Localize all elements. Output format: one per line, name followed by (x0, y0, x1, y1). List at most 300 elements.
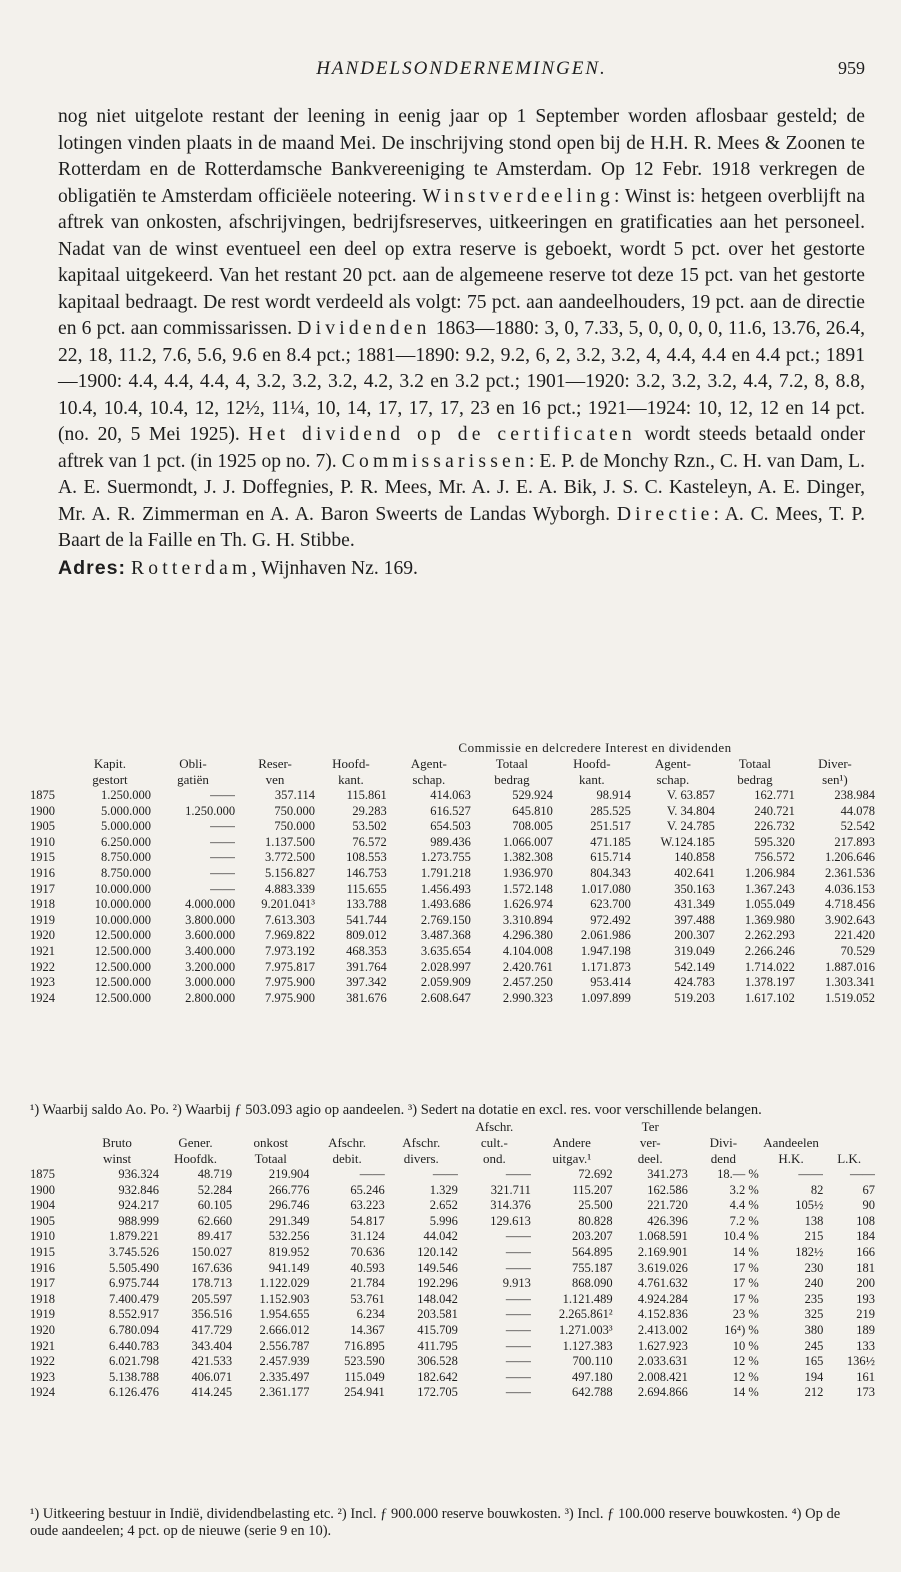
table-cell: 623.700 (590, 897, 631, 912)
table-cell: 755.187 (571, 1260, 613, 1275)
table-cell: 2.420.761 (502, 959, 553, 974)
table-cell: 700.110 (572, 1354, 613, 1369)
table-cell: 519.203 (674, 990, 715, 1005)
table-cell: 1.627.923 (637, 1338, 688, 1353)
table-cell: V. 63.857 (666, 788, 715, 802)
table-cell: 616.527 (430, 803, 471, 818)
address-street: , Wijnhaven Nz. 169. (251, 557, 418, 579)
table-cell: —— (210, 788, 236, 802)
row-year: 1919 (30, 912, 55, 927)
table-row (30, 882, 875, 898)
table-cell: 245 (804, 1338, 824, 1353)
table-row (30, 1245, 875, 1261)
table-row (30, 1323, 875, 1339)
table-cell: 62.660 (197, 1213, 233, 1228)
table1-header-row (30, 756, 875, 772)
column-header: ver- (639, 1135, 661, 1150)
table-row (30, 1307, 875, 1323)
table-cell: 654.503 (430, 819, 471, 834)
column-header: kant. (338, 772, 364, 787)
table-cell: 8.750.000 (100, 865, 151, 880)
table-cell: 1.206.646 (825, 850, 875, 865)
column-header (30, 1135, 75, 1151)
table-cell: 65.246 (350, 1182, 385, 1197)
table-row (30, 1183, 875, 1199)
column-header: kant. (579, 772, 605, 787)
table-cell: 4.4 % (729, 1198, 759, 1213)
paragraph-segment: nog niet uitgelote restant der leening in eenig jaar op 1 September worden aflosbaar gesteld; de lotingen vinden plaats in de maand Mei. De inschrijving stond open bij de H.H. R. Mees & Zoonen te Rotterdam en de Rotterdamsche Bankvereeniging te Amsterdam. Op 12 Febr. 1918 verkregen de obligatiën te Amsterdam officiëele noteering. (58, 106, 865, 207)
column-header: Hoofd- (573, 756, 611, 771)
running-title: HANDELSONDERNEMINGEN. (316, 58, 607, 79)
row-year: 1875 (30, 1167, 55, 1181)
table1-group-header: Commissie en delcredere Interest en dividenden (458, 740, 732, 755)
table-cell: 1.206.984 (744, 865, 795, 880)
table-cell: 319.049 (674, 943, 715, 958)
table-cell: —— (210, 865, 236, 880)
table-cell: —— (505, 1338, 531, 1353)
table-cell: 2.033.631 (637, 1354, 688, 1369)
table-cell: 1.055.049 (744, 897, 795, 912)
spaced-heading: Commissarissen (341, 450, 529, 472)
table-cell: 285.525 (590, 803, 631, 818)
row-year: 1922 (30, 1354, 55, 1369)
table-cell: 189 (856, 1322, 875, 1337)
table-cell: 23 % (732, 1307, 759, 1322)
table-cell: 1.273.755 (420, 850, 471, 865)
table-cell: 1.369.980 (744, 912, 795, 927)
table-cell: 380 (804, 1322, 824, 1337)
table-cell: 411.795 (417, 1338, 458, 1353)
table-cell: 10.4 % (723, 1229, 759, 1244)
table-cell: 149.546 (417, 1260, 458, 1275)
table-cell: 200 (856, 1276, 875, 1291)
table-cell: 133 (856, 1338, 875, 1353)
table-cell: —— (850, 1167, 875, 1181)
row-year: 1900 (30, 803, 55, 818)
table-cell: 129.613 (490, 1213, 531, 1228)
table-cell: 3.487.368 (420, 928, 471, 943)
table-cell: 2.265.861² (558, 1307, 613, 1322)
table-cell: 70.529 (840, 943, 875, 958)
table-cell: 54.817 (350, 1213, 385, 1228)
table-cell: 7.975.900 (265, 990, 316, 1005)
column-header (531, 1119, 613, 1135)
table-cell: 645.810 (512, 803, 553, 818)
table-cell: 44.078 (840, 803, 875, 818)
table-row (30, 1370, 875, 1386)
row-year: 1923 (30, 1369, 55, 1384)
table-cell: 8.552.917 (108, 1307, 159, 1322)
table-cell: 115.861 (346, 788, 387, 802)
table-row (30, 835, 875, 851)
table-cell: 6.021.798 (108, 1354, 159, 1369)
table-cell: 642.788 (571, 1385, 613, 1400)
table-cell: 391.764 (346, 959, 387, 974)
column-header: gatiën (177, 772, 209, 787)
table-cell: 6.780.094 (108, 1322, 159, 1337)
column-header: L.K. (837, 1151, 862, 1166)
table-cell: 972.492 (590, 912, 631, 927)
table-row (30, 1385, 875, 1401)
table-cell: 1.456.493 (420, 881, 471, 896)
table-cell: 4.924.284 (637, 1291, 688, 1306)
table-cell: 5.000.000 (100, 803, 151, 818)
table-cell: 14.367 (350, 1322, 385, 1337)
table-cell: 21.784 (350, 1276, 385, 1291)
column-header: Aandeelen (763, 1135, 819, 1150)
table-cell: 7.975.900 (265, 975, 316, 990)
table-cell: 932.846 (118, 1182, 159, 1197)
column-header: Reser- (258, 756, 292, 771)
column-header: bedrag (737, 772, 773, 787)
table-cell: 4.152.836 (637, 1307, 688, 1322)
column-header: gestort (92, 772, 128, 787)
column-header (30, 756, 69, 772)
table-cell: 230 (804, 1260, 824, 1275)
table-cell: 235 (804, 1291, 824, 1306)
column-header: divers. (403, 1151, 439, 1166)
column-header: Hoofdk. (174, 1151, 218, 1166)
table-cell: 5.996 (429, 1213, 458, 1228)
table-cell: 219.904 (268, 1167, 310, 1181)
table-cell: 29.283 (352, 803, 387, 818)
column-header: Obli- (179, 756, 207, 771)
table-cell: 16⁴) % (724, 1322, 759, 1337)
table-cell: 53.502 (352, 819, 387, 834)
table-cell: 2.457.939 (259, 1354, 310, 1369)
table-cell: 1.250.000 (185, 803, 236, 818)
table-cell: 2.262.293 (744, 928, 795, 943)
table-cell: 181 (856, 1260, 875, 1275)
table-cell: 314.376 (490, 1198, 531, 1213)
table-row (30, 850, 875, 866)
table-cell: 12.500.000 (94, 928, 151, 943)
table-cell: 1.572.148 (502, 881, 553, 896)
body-paragraph (58, 104, 865, 582)
table-cell: 3.902.643 (825, 912, 875, 927)
table-cell: 1.171.873 (580, 959, 631, 974)
table-cell: 14 % (732, 1385, 759, 1400)
column-header: Totaal (254, 1151, 287, 1166)
table-cell: 12 % (732, 1354, 759, 1369)
table-cell: —— (505, 1307, 531, 1322)
table-cell: 1.137.500 (265, 834, 316, 849)
table-cell: 178.713 (191, 1276, 233, 1291)
table-row (30, 1276, 875, 1292)
table-cell: 7.2 % (729, 1213, 759, 1228)
table-cell: 1.954.655 (259, 1307, 310, 1322)
paragraph-segment: wordt steeds betaald onder aftrek van 1 pct. (in 1925 op no. 7). (58, 424, 865, 472)
table-cell: 7.400.479 (108, 1291, 159, 1306)
table-cell: 115.049 (344, 1369, 385, 1384)
table-cell: 296.746 (268, 1198, 310, 1213)
table-cell: 1.382.308 (502, 850, 553, 865)
table-cell: 2.028.997 (420, 959, 471, 974)
table-cell: 1.714.022 (744, 959, 795, 974)
column-header: cult.- (480, 1135, 508, 1150)
table-cell: 89.417 (197, 1229, 233, 1244)
table-cell: 4.104.008 (502, 943, 553, 958)
table-cell: 82 (810, 1182, 824, 1197)
table-cell: 356.516 (191, 1307, 233, 1322)
table1-header-row (30, 772, 875, 788)
table-cell: 105½ (795, 1198, 824, 1213)
table-row (30, 1292, 875, 1308)
table-cell: 1.367.243 (744, 881, 795, 896)
column-header: ond. (482, 1151, 506, 1166)
column-header: Bruto (102, 1135, 132, 1150)
table-cell: —— (505, 1229, 531, 1244)
table-cell: 12.500.000 (94, 959, 151, 974)
table-cell: 341.273 (647, 1167, 688, 1181)
table-cell: 18.— % (717, 1167, 759, 1181)
table-cell: 162.771 (754, 788, 795, 802)
row-year: 1905 (30, 819, 55, 834)
table-cell: —— (210, 819, 236, 834)
table-cell: 80.828 (578, 1213, 613, 1228)
paragraph-segment: : E. P. de Monchy Rzn., C. H. van Dam, L. A. E. Suermondt, J. J. Doffegnies, P. R. Mees, Mr. A. J. E. A. Bik, J. S. C. Kasteleyn, A. E. Dinger, Mr. A. R. Zimmerman en A. A. Baron Sweerts de Landas Wyborgh. (58, 450, 865, 525)
paragraph-text (58, 106, 865, 551)
column-header: Ter (641, 1119, 659, 1134)
table-cell: 173 (856, 1385, 875, 1400)
column-header (309, 1119, 384, 1135)
paragraph-segment: : Winst is: hetgeen overblijft na aftrek van onkosten, afschrijvingen, bedrijfsreserves, uitkeeringen en gratificaties aan het personeel. Nadat van de winst eventueel een deel op extra reserve is geboekt, wordt 5 pct. over het gestorte kapitaal uitgekeerd. Van het restant 20 pct. aan de algemeene reserve tot deze 15 pct. van het gestorte kapitaal bedraagt. De rest wordt verdeeld als volgt: 75 pct. aan aandeelhouders, 19 pct. aan de directie en 6 pct. aan commissarissen. (58, 185, 865, 339)
table-cell: 12.500.000 (94, 943, 151, 958)
table-cell: 2.008.421 (637, 1369, 688, 1384)
table-cell: 564.895 (571, 1244, 613, 1259)
table-row (30, 1261, 875, 1277)
table-cell: 431.349 (674, 897, 715, 912)
table-row (30, 960, 875, 976)
column-header: schap. (656, 772, 690, 787)
table-row (30, 1229, 875, 1245)
table-cell: 1.271.003³ (558, 1322, 613, 1337)
table-cell: 4.000.000 (185, 897, 236, 912)
table-cell: 12 % (732, 1369, 759, 1384)
table-cell: 809.012 (346, 928, 387, 943)
table-cell: 595.320 (754, 834, 795, 849)
table-cell: 148.042 (417, 1291, 458, 1306)
table2-header-row (30, 1119, 875, 1135)
table-cell: 7.613.303 (265, 912, 316, 927)
row-year: 1923 (30, 975, 55, 990)
financial-table-2 (30, 1119, 875, 1401)
table-cell: 417.729 (191, 1322, 233, 1337)
table-cell: —— (505, 1260, 531, 1275)
table-cell: 72.692 (578, 1167, 613, 1181)
table-row (30, 1167, 875, 1183)
table-row (30, 1339, 875, 1355)
table2-header-row (30, 1151, 875, 1167)
table-cell: 136½ (846, 1354, 875, 1369)
column-header: Totaal (738, 756, 772, 771)
table1-body (30, 788, 875, 1006)
table2-header-row (30, 1135, 875, 1151)
table-cell: 350.163 (674, 881, 715, 896)
table-cell: V. 24.785 (666, 819, 715, 834)
table-cell: 1.066.007 (502, 834, 553, 849)
table-cell: —— (432, 1167, 458, 1181)
row-year: 1921 (30, 943, 55, 958)
table-cell: 31.124 (350, 1229, 385, 1244)
table-cell: 3.600.000 (185, 928, 236, 943)
table-cell: 1.626.974 (502, 897, 553, 912)
table-cell: 1.329 (429, 1182, 458, 1197)
row-year: 1917 (30, 881, 55, 896)
table-cell: 402.641 (674, 865, 715, 880)
table-cell: 397.342 (346, 975, 387, 990)
table-cell: 6.975.744 (108, 1276, 159, 1291)
table-cell: 52.284 (197, 1182, 233, 1197)
table-cell: 133.788 (346, 897, 387, 912)
table-row (30, 1214, 875, 1230)
table-cell: 238.984 (834, 788, 875, 802)
table-cell: 1.887.016 (825, 959, 875, 974)
row-year: 1924 (30, 1385, 55, 1400)
table2-body (30, 1167, 875, 1401)
column-header: Diver- (818, 756, 852, 771)
table-cell: 5.505.490 (108, 1260, 159, 1275)
table-cell: 9.913 (502, 1276, 531, 1291)
column-header: bedrag (494, 772, 530, 787)
table-cell: 162.586 (647, 1182, 688, 1197)
table-cell: 9.201.041³ (261, 897, 316, 912)
row-year: 1919 (30, 1307, 55, 1322)
table-cell: 140.858 (674, 850, 715, 865)
table-cell: 90 (862, 1198, 875, 1213)
table-cell: —— (210, 834, 236, 849)
table-cell: 2.769.150 (420, 912, 471, 927)
table-cell: 804.343 (590, 865, 631, 880)
table-cell: —— (505, 1385, 531, 1400)
table-cell: 6.234 (356, 1307, 385, 1322)
paragraph-segment: 1863—1880: 3, 0, 7.33, 5, 0, 0, 0, 0, 11.6, 13.76, 26.4, 22, 18, 11.2, 7.6, 5.6, 9.6 en 8.4 pct.; 1881—1890: 9.2, 9.2, 6, 2, 3.2, 3.2, 4, 4.4, 4.4 en 4.4 pct.; 1891—1900: 4.4, 4.4, 4.4, 4, 3.2, 3.2, 3.2, 4.2, 3.2 en 3.2 pct.; 1901—1920: 3.2, 3.2, 3.2, 4.4, 7.2, 8, 8.8, 10.4, 10.4, 10.4, 12, 12½, 11¼, 10, 14, 17, 17, 17, 23 en 16 pct.; 1921—1924: 10, 12, 12 en 14 pct. (no. 20, 5 Mei 1925). (58, 318, 865, 445)
table-cell: 76.572 (352, 834, 387, 849)
table-cell: 172.705 (417, 1385, 458, 1400)
column-header: sen¹) (822, 772, 848, 787)
table-cell: 1.152.903 (259, 1291, 310, 1306)
table-cell: 120.142 (417, 1244, 458, 1259)
table-cell: 194 (804, 1369, 824, 1384)
table-cell: 541.744 (346, 912, 387, 927)
column-header: Agent- (654, 756, 691, 771)
column-header (30, 1151, 75, 1167)
table-cell: 415.709 (417, 1322, 458, 1337)
table-cell: 193 (856, 1291, 875, 1306)
table-cell: 1.936.970 (502, 865, 553, 880)
table-cell: 1.250.000 (100, 788, 151, 802)
column-header (30, 772, 69, 788)
table-cell: 4.036.153 (825, 881, 875, 896)
table-cell: —— (505, 1244, 531, 1259)
table-cell: 6.440.783 (108, 1338, 159, 1353)
table-row (30, 913, 875, 929)
table-cell: 3.619.026 (637, 1260, 688, 1275)
running-header (58, 58, 865, 84)
column-header: Gener. (178, 1135, 213, 1150)
column-header: Andere (552, 1135, 591, 1150)
table-cell: 3.400.000 (185, 943, 236, 958)
address-city: Rotterdam (130, 557, 252, 579)
table-cell: 161 (856, 1369, 875, 1384)
table-cell: 221.720 (647, 1198, 688, 1213)
column-header: deel. (637, 1151, 663, 1166)
table-cell: 12.500.000 (94, 975, 151, 990)
table-cell: 5.138.788 (108, 1369, 159, 1384)
table-cell: 212 (804, 1385, 824, 1400)
row-year: 1910 (30, 1229, 55, 1244)
table-cell: 182.642 (417, 1369, 458, 1384)
table-cell: 4.718.456 (825, 897, 875, 912)
table-row (30, 819, 875, 835)
row-year: 1924 (30, 990, 55, 1005)
column-header: Agent- (410, 756, 447, 771)
table-cell: 529.924 (512, 788, 553, 802)
table-cell: 10.000.000 (94, 897, 151, 912)
table-cell: 240.721 (754, 803, 795, 818)
column-header: H.K. (778, 1151, 804, 1166)
table-cell: 421.533 (191, 1354, 233, 1369)
table-cell: 3.000.000 (185, 975, 236, 990)
financial-table-1 (30, 740, 875, 1006)
column-header: winst (102, 1151, 132, 1166)
table1-footnote: ¹) Waarbij saldo Ao. Po. ²) Waarbij ƒ 503.093 agio op aandeelen. ³) Sedert na dotatie en excl. res. voor verschillende belangen. (30, 1102, 762, 1118)
row-year: 1904 (30, 1198, 55, 1213)
table-cell: 182½ (795, 1244, 824, 1259)
row-year: 1918 (30, 1291, 55, 1306)
table-cell: 2.608.647 (420, 990, 471, 1005)
table-cell: 523.590 (344, 1354, 385, 1369)
table-cell: 63.223 (350, 1198, 385, 1213)
table-cell: 108 (856, 1213, 875, 1228)
table-cell: 953.414 (590, 975, 631, 990)
table-cell: 325 (804, 1307, 824, 1322)
table-cell: 1.303.341 (825, 975, 875, 990)
row-year: 1875 (30, 788, 55, 802)
address-label: Adres: (58, 556, 127, 579)
table-row (30, 897, 875, 913)
row-year: 1916 (30, 1260, 55, 1275)
table-cell: 924.217 (118, 1198, 159, 1213)
table-cell: 426.396 (647, 1213, 688, 1228)
table-cell: 941.149 (268, 1260, 310, 1275)
table-cell: 1.493.686 (420, 897, 471, 912)
table-cell: V. 34.804 (666, 803, 715, 818)
table-cell: 2.457.250 (502, 975, 553, 990)
table-cell: 4.761.632 (637, 1276, 688, 1291)
table-cell: 17 % (732, 1260, 759, 1275)
table-cell: 165 (804, 1354, 824, 1369)
row-year: 1915 (30, 850, 55, 865)
table-cell: 1.017.080 (580, 881, 631, 896)
table-cell: 17 % (732, 1291, 759, 1306)
column-header (75, 1119, 159, 1135)
table-cell: 215 (804, 1229, 824, 1244)
spaced-heading: Het dividend op de certificaten (248, 424, 636, 445)
table-cell: 226.732 (754, 819, 795, 834)
table-cell: 240 (804, 1276, 824, 1291)
table-cell: 203.207 (571, 1229, 613, 1244)
table-row (30, 944, 875, 960)
table-cell: —— (505, 1354, 531, 1369)
column-header: dend (710, 1151, 736, 1166)
table-cell: 7.969.822 (265, 928, 316, 943)
table-cell: 1.879.221 (108, 1229, 159, 1244)
table-cell: 10.000.000 (94, 912, 151, 927)
table-cell: 3.310.894 (502, 912, 553, 927)
table-cell: 424.783 (674, 975, 715, 990)
table-cell: 3.772.500 (265, 850, 316, 865)
